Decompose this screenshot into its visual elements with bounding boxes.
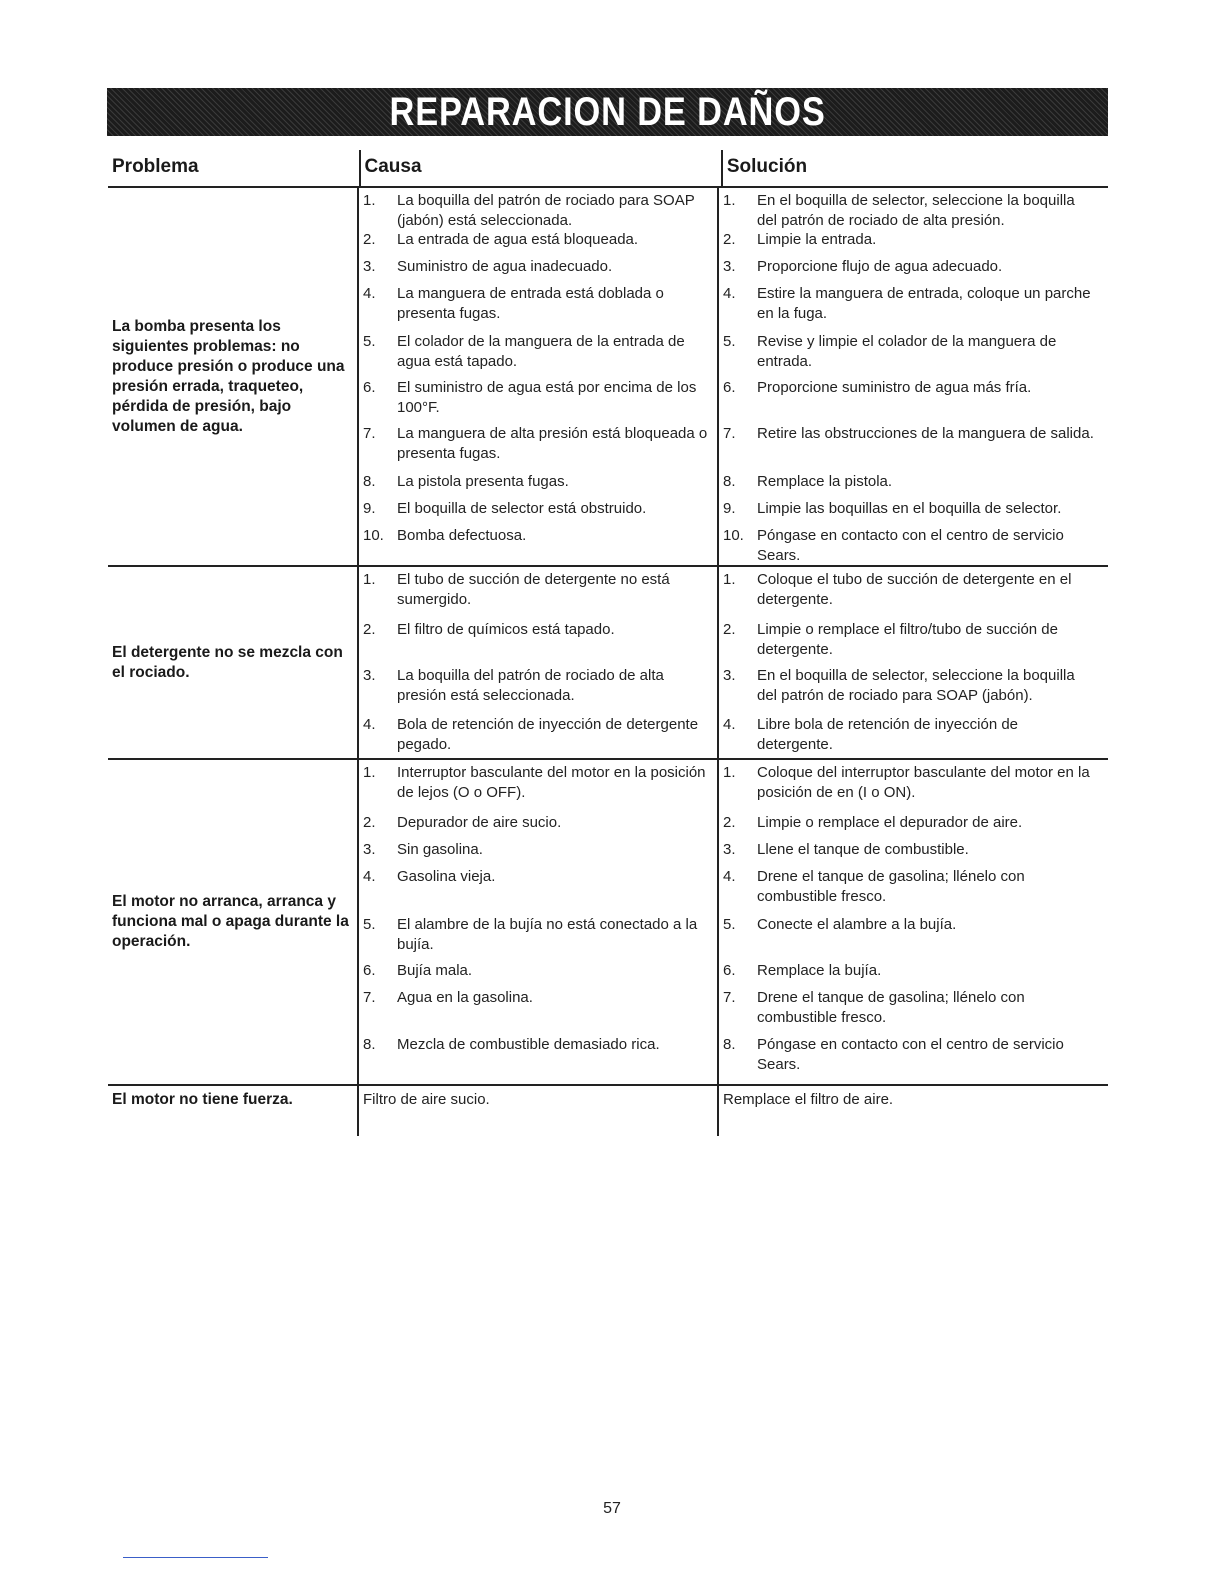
causa-item <box>359 760 717 810</box>
causa-item-number: 5. <box>363 916 376 933</box>
solucion-item-number: 2. <box>723 231 736 248</box>
table-row <box>108 188 1108 567</box>
solucion-item-number: 7. <box>723 989 736 1006</box>
solucion-item-number: 1. <box>723 571 736 588</box>
table-row <box>108 1086 1108 1136</box>
causa-item-number: 3. <box>363 841 376 858</box>
causa-item-number: 10. <box>363 527 384 544</box>
causa-item-number: 9. <box>363 500 376 517</box>
causa-item-text: La manguera de alta presión está bloqueada o presenta fugas. <box>397 425 708 462</box>
causa-item-text: Sin gasolina. <box>397 841 483 858</box>
causa-item-number: 1. <box>363 571 376 588</box>
causa-item-number: 5. <box>363 333 376 350</box>
causa-item <box>359 864 717 912</box>
causa-cell <box>357 567 717 758</box>
solucion-item-number: 10. <box>723 527 744 544</box>
table-header <box>108 150 1108 188</box>
solucion-item-text: Proporcione flujo de agua adecuado. <box>757 258 1003 275</box>
causa-item-text: La entrada de agua está bloqueada. <box>397 231 639 248</box>
solucion-item-text: Llene el tanque de combustible. <box>757 841 969 858</box>
solucion-item-number: 5. <box>723 333 736 350</box>
causa-item-text: Bujía mala. <box>397 962 473 979</box>
troubleshooting-table <box>108 150 1108 1136</box>
solucion-item-number: 2. <box>723 621 736 638</box>
causa-item <box>359 523 717 565</box>
solucion-item-text: En el boquilla de selector, seleccione la boquilla del patrón de rociado de alta presión. <box>757 192 1075 229</box>
solucion-item-text: Limpie las boquillas en el boquilla de selector. <box>757 500 1062 517</box>
solucion-item-number: 3. <box>723 667 736 684</box>
causa-item <box>359 837 717 864</box>
causa-item <box>359 712 717 758</box>
solucion-item-text: Conecte el alambre a la bujía. <box>757 916 957 933</box>
table-row <box>108 567 1108 760</box>
causa-item-number: 8. <box>363 473 376 490</box>
causa-item-number: 2. <box>363 814 376 831</box>
causa-item-text: El filtro de químicos está tapado. <box>397 621 615 638</box>
solucion-item-text: Limpie o remplace el depurador de aire. <box>757 814 1023 831</box>
causa-item-number: 2. <box>363 231 376 248</box>
causa-item-number: 4. <box>363 868 376 885</box>
causa-item-number: 4. <box>363 285 376 302</box>
solucion-item-text: Drene el tanque de gasolina; llénelo con combustible fresco. <box>757 868 1025 905</box>
solucion-item <box>719 985 1102 1032</box>
solucion-item <box>719 496 1102 523</box>
solucion-item-number: 7. <box>723 425 736 442</box>
solucion-item <box>719 864 1102 912</box>
solucion-item-number: 1. <box>723 192 736 209</box>
solucion-item <box>719 912 1102 958</box>
page-number: 57 <box>603 1500 621 1517</box>
causa-text: Filtro de aire sucio. <box>363 1091 490 1108</box>
causa-item-number: 7. <box>363 989 376 1006</box>
solucion-item <box>719 375 1102 421</box>
solucion-item-number: 4. <box>723 285 736 302</box>
causa-item <box>359 567 717 617</box>
solucion-item-number: 2. <box>723 814 736 831</box>
causa-item-number: 1. <box>363 192 376 209</box>
causa-item <box>359 1032 717 1084</box>
solucion-cell <box>717 1086 1102 1136</box>
solucion-item <box>719 712 1102 758</box>
problem-text: El detergente no se mezcla con el rociado. <box>112 643 343 681</box>
causa-item-text: La manguera de entrada está doblada o presenta fugas. <box>397 285 664 322</box>
causa-item <box>359 810 717 837</box>
causa-item-text: Agua en la gasolina. <box>397 989 533 1006</box>
solucion-item-number: 8. <box>723 1036 736 1053</box>
solucion-item <box>719 760 1102 810</box>
causa-item <box>359 469 717 496</box>
solucion-item <box>719 958 1102 985</box>
causa-item-text: Depurador de aire sucio. <box>397 814 562 831</box>
solucion-item-text: Estire la manguera de entrada, coloque un parche en la fuga. <box>757 285 1091 322</box>
header-solucion: Solución <box>721 150 1108 186</box>
causa-cell <box>357 188 717 565</box>
causa-item <box>359 617 717 663</box>
footer-divider <box>123 1557 268 1558</box>
solucion-item-text: Remplace la bujía. <box>757 962 882 979</box>
causa-item-text: Bola de retención de inyección de detergente pegado. <box>397 716 699 753</box>
solucion-item-number: 3. <box>723 258 736 275</box>
causa-item-text: El suministro de agua está por encima de los 100°F. <box>397 379 697 416</box>
causa-item-text: El boquilla de selector está obstruido. <box>397 500 647 517</box>
page-title: REPARACION DE DAÑOS <box>389 90 826 134</box>
solucion-item-number: 5. <box>723 916 736 933</box>
solucion-item <box>719 663 1102 712</box>
solucion-item-number: 9. <box>723 500 736 517</box>
causa-item <box>359 421 717 469</box>
causa-item-text: La pistola presenta fugas. <box>397 473 569 490</box>
solucion-item-number: 4. <box>723 868 736 885</box>
causa-item <box>359 375 717 421</box>
solucion-item <box>719 421 1102 469</box>
solucion-item <box>719 254 1102 281</box>
solucion-item-text: Coloque del interruptor basculante del motor en la posición de en (I o ON). <box>757 764 1090 801</box>
solucion-item-number: 6. <box>723 379 736 396</box>
causa-item-number: 3. <box>363 258 376 275</box>
solucion-item-text: Revise y limpie el colador de la manguera de entrada. <box>757 333 1057 370</box>
causa-item-number: 6. <box>363 379 376 396</box>
solucion-text: Remplace el filtro de aire. <box>723 1091 894 1108</box>
causa-item-text: Interruptor basculante del motor en la posición de lejos (O o OFF). <box>397 764 706 801</box>
solucion-item-number: 8. <box>723 473 736 490</box>
header-problema: Problema <box>112 156 199 177</box>
causa-item-number: 6. <box>363 962 376 979</box>
causa-item-number: 1. <box>363 764 376 781</box>
problem-cell <box>108 760 357 1084</box>
solucion-item <box>719 617 1102 663</box>
causa-item <box>359 227 717 254</box>
solucion-item <box>719 188 1102 227</box>
causa-item-number: 3. <box>363 667 376 684</box>
solucion-item <box>719 227 1102 254</box>
causa-item <box>359 985 717 1032</box>
causa-item-text: El alambre de la bujía no está conectado a la bujía. <box>397 916 698 953</box>
causa-item-number: 8. <box>363 1036 376 1053</box>
causa-item-text: El tubo de succión de detergente no está sumergido. <box>397 571 670 608</box>
problem-cell <box>108 1086 357 1136</box>
solucion-item-number: 4. <box>723 716 736 733</box>
causa-item <box>359 958 717 985</box>
solucion-cell <box>717 188 1102 565</box>
causa-item-text: Bomba defectuosa. <box>397 527 527 544</box>
title-banner <box>107 88 1108 136</box>
solucion-cell <box>717 760 1102 1084</box>
solucion-item-text: Remplace la pistola. <box>757 473 893 490</box>
problem-text: La bomba presenta los siguientes problemas: no produce presión o produce una presión errada, traqueteo, pérdida de presión, bajo volumen de agua. <box>112 317 345 435</box>
causa-item-number: 7. <box>363 425 376 442</box>
causa-item-text: El colador de la manguera de la entrada de agua está tapado. <box>397 333 685 370</box>
solucion-item <box>719 281 1102 329</box>
solucion-item-number: 6. <box>723 962 736 979</box>
solucion-cell <box>717 567 1102 758</box>
solucion-item-text: Proporcione suministro de agua más fría. <box>757 379 1032 396</box>
solucion-item-text: Libre bola de retención de inyección de detergente. <box>757 716 1019 753</box>
solucion-item <box>719 523 1102 565</box>
problem-cell <box>108 188 357 565</box>
solucion-item <box>719 469 1102 496</box>
causa-item <box>359 912 717 958</box>
table-body <box>108 188 1108 1136</box>
solucion-item-text: Póngase en contacto con el centro de servicio Sears. <box>757 1036 1064 1073</box>
causa-cell <box>357 1086 717 1136</box>
causa-cell <box>357 760 717 1084</box>
problem-cell <box>108 567 357 758</box>
solucion-item-text: Póngase en contacto con el centro de servicio Sears. <box>757 527 1064 564</box>
causa-item-number: 2. <box>363 621 376 638</box>
table-row <box>108 760 1108 1086</box>
causa-item <box>359 254 717 281</box>
solucion-item-text: Retire las obstrucciones de la manguera de salida. <box>757 425 1094 442</box>
solucion-item <box>719 837 1102 864</box>
solucion-item-number: 1. <box>723 764 736 781</box>
solucion-item-text: Limpie la entrada. <box>757 231 877 248</box>
solucion-item-number: 3. <box>723 841 736 858</box>
causa-item-text: Mezcla de combustible demasiado rica. <box>397 1036 660 1053</box>
header-causa: Causa <box>359 150 721 186</box>
solucion-item-text: Limpie o remplace el filtro/tubo de succión de detergente. <box>757 621 1058 658</box>
solucion-item-text: En el boquilla de selector, seleccione la boquilla del patrón de rociado para SOAP (jabón). <box>757 667 1075 704</box>
causa-item <box>359 496 717 523</box>
solucion-item-text: Drene el tanque de gasolina; llénelo con combustible fresco. <box>757 989 1025 1026</box>
causa-item-number: 4. <box>363 716 376 733</box>
solucion-item <box>719 567 1102 617</box>
causa-item <box>359 663 717 712</box>
solucion-item-text: Coloque el tubo de succión de detergente en el detergente. <box>757 571 1072 608</box>
causa-item <box>359 281 717 329</box>
solucion-item <box>719 810 1102 837</box>
causa-item <box>359 329 717 375</box>
causa-item <box>359 188 717 227</box>
solucion-item <box>719 1032 1102 1084</box>
causa-item-text: Suministro de agua inadecuado. <box>397 258 613 275</box>
problem-text: El motor no tiene fuerza. <box>112 1091 293 1108</box>
solucion-item <box>719 329 1102 375</box>
causa-item-text: Gasolina vieja. <box>397 868 496 885</box>
problem-text: El motor no arranca, arranca y funciona mal o apaga durante la operación. <box>112 893 349 950</box>
causa-item-text: La boquilla del patrón de rociado para SOAP (jabón) está seleccionada. <box>397 192 695 229</box>
causa-item-text: La boquilla del patrón de rociado de alta presión está seleccionada. <box>397 667 664 704</box>
